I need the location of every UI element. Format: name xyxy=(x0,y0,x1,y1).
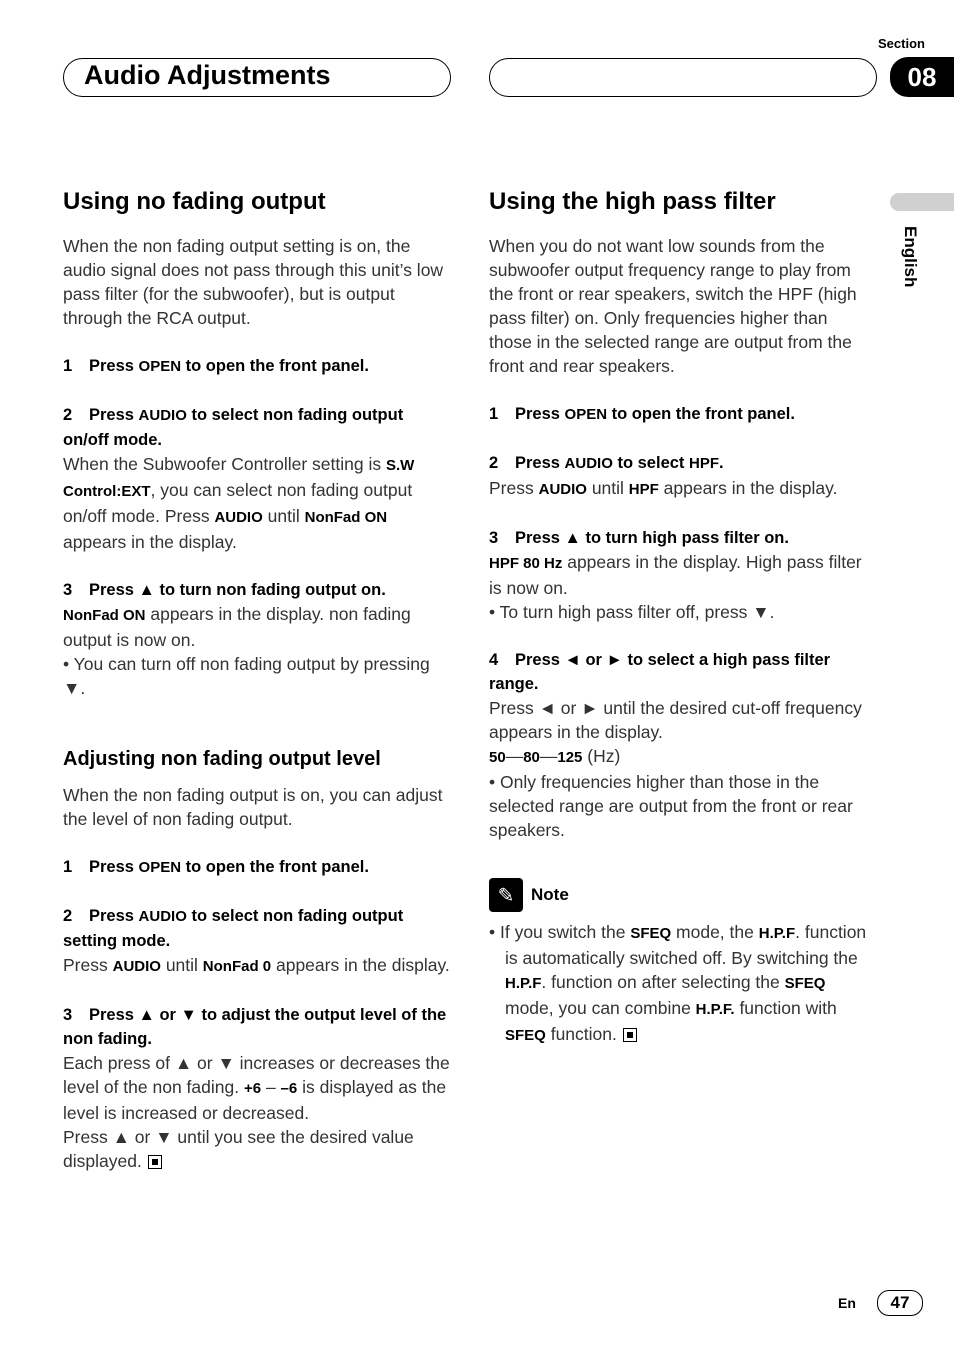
left-step-2: 2 Press AUDIO to select non fading output on/off mode. xyxy=(63,406,404,449)
right-step-2: 2 Press AUDIO to select HPF. xyxy=(489,454,724,472)
left-sub-step-2: 2 Press AUDIO to select non fading output setting mode. xyxy=(63,907,404,950)
section-label: Section xyxy=(878,36,925,51)
end-of-section-icon xyxy=(148,1155,162,1169)
left-heading: Using no fading output xyxy=(63,188,326,215)
page-number: 47 xyxy=(877,1290,923,1316)
right-step-3-body: HPF 80 Hz appears in the display. High pass filter is now on. xyxy=(489,552,862,598)
note-label: Note xyxy=(531,885,569,904)
right-step-1: 1 Press OPEN to open the front panel. xyxy=(489,405,795,423)
left-step-3-body: NonFad ON appears in the display. non fading output is now on. xyxy=(63,604,411,650)
left-sub-intro: When the non fading output is on, you can adjust the level of non fading output. xyxy=(63,785,443,829)
right-step-3: 3 Press ▲ to turn high pass filter on. xyxy=(489,529,789,547)
left-subheading: Adjusting non fading output level xyxy=(63,748,381,770)
left-step-2-body: When the Subwoofer Controller setting is S.W Control:EXT, you can select non fading output on/off mode. Press AUDIO until NonFad ON appears in the display. xyxy=(63,454,415,552)
left-intro: When the non fading output setting is on, the audio signal does not pass through this unit’s low pass filter (for the subwoofer), but is output through the RCA output. xyxy=(63,236,444,328)
footer-language: En xyxy=(838,1295,856,1311)
right-heading: Using the high pass filter xyxy=(489,188,776,215)
left-step-1: 1 Press OPEN to open the front panel. xyxy=(63,357,369,375)
left-sub-step-3-body-1: Each press of ▲ or ▼ increases or decreases the level of the non fading. +6 – –6 is displayed as the level is increased or decreased. xyxy=(63,1053,450,1123)
end-of-note-icon xyxy=(623,1028,637,1042)
right-step-4-bullet: • Only frequencies higher than those in the selected range are output from the front or rear speakers. xyxy=(489,772,853,840)
note-body: • If you switch the SFEQ mode, the H.P.F. function is automatically switched off. By switching the H.P.F. function on after selecting the SFEQ mode, you can combine H.P.F. function with SFEQ function. xyxy=(489,922,867,1044)
page-title: Audio Adjustments xyxy=(84,60,331,90)
left-sub-step-2-body: Press AUDIO until NonFad 0 appears in the display. xyxy=(63,955,450,975)
section-number-tab: 08 xyxy=(890,57,954,97)
right-step-4-body: Press ◄ or ► until the desired cut-off frequency appears in the display. xyxy=(489,698,862,742)
left-step-3-bullet: • You can turn off non fading output by pressing ▼. xyxy=(63,654,430,698)
left-sub-step-3-body-2: Press ▲ or ▼ until you see the desired value displayed. xyxy=(63,1127,414,1171)
left-step-3: 3 Press ▲ to turn non fading output on. xyxy=(63,581,386,599)
left-column xyxy=(63,188,453,1173)
right-step-3-bullet: • To turn high pass filter off, press ▼. xyxy=(489,602,775,622)
right-column xyxy=(489,188,874,1048)
note-header xyxy=(489,878,874,912)
left-sub-step-1: 1 Press OPEN to open the front panel. xyxy=(63,858,369,876)
left-sub-step-3: 3 Press ▲ or ▼ to adjust the output level of the non fading. xyxy=(63,1006,447,1048)
right-step-4-range: 50—80—125 (Hz) xyxy=(489,746,621,766)
language-label: English xyxy=(901,226,920,288)
right-intro: When you do not want low sounds from the subwoofer output frequency range to play from the front or rear speakers, switch the HPF (high pass filter) on. Only frequencies higher than those in the selected range are output from the front and rear speakers. xyxy=(489,236,857,376)
right-step-4: 4 Press ◄ or ► to select a high pass filter range. xyxy=(489,651,831,693)
header-right-frame xyxy=(489,58,877,97)
pencil-note-icon: ✎ xyxy=(489,878,523,912)
right-step-2-body: Press AUDIO until HPF appears in the display. xyxy=(489,478,838,498)
language-tab-bar xyxy=(890,193,954,211)
